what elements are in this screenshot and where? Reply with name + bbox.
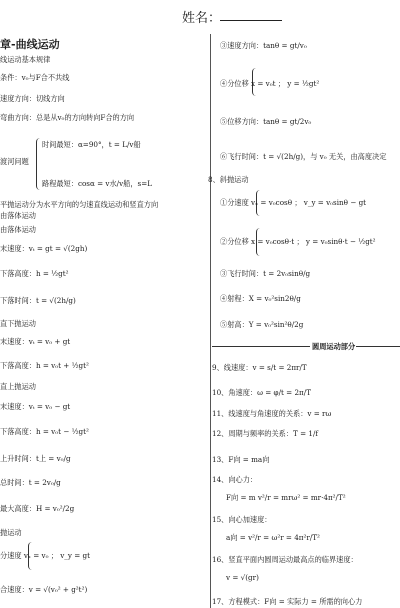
left-line-15: 下落高度：h = v₀t + ½gt² xyxy=(0,361,89,370)
right-line-5: ①分速度 vₓ = v₀cosθ ； v_y = v₀sinθ − gt xyxy=(220,198,367,207)
left-line-19: 上升时间：t上 = v₀/g xyxy=(0,454,71,463)
right-line-13: 11、线速度与角速度的关系：v = rω xyxy=(212,409,332,418)
right-line-0: ③速度方向：tanθ = gt/v₀ xyxy=(220,41,307,50)
right-line-4: 8、斜抛运动 xyxy=(208,175,249,184)
left-line-2: 速度方向：切线方向 xyxy=(0,94,65,103)
left-line-5: 渡河问题 xyxy=(0,157,29,166)
right-line-9: ⑤射高：Y = v₀²sin²θ/2g xyxy=(220,320,304,329)
left-line-18: 下落高度：h = v₀t − ½gt² xyxy=(0,427,89,436)
left-line-1: 条件：v₀与F合不共线 xyxy=(0,73,70,82)
right-line-21: v = √(gr) xyxy=(226,573,259,582)
right-line-22: 17、方程模式：F向 = 实际力 = 所需的向心力 xyxy=(212,597,363,606)
left-line-23: 分速度 vₓ = v₀ ； v_y = gt xyxy=(0,551,91,560)
right-line-20: 16、竖直平面内圆周运动最高点的临界速度： xyxy=(212,555,358,564)
left-line-11: 下落高度：h = ½gt² xyxy=(0,269,69,278)
chapter-title: 章-曲线运动 xyxy=(0,38,60,51)
right-line-18: 15、向心加速度： xyxy=(212,515,272,524)
left-line-21: 最大高度：H = v₀²/2g xyxy=(0,504,75,513)
river-crossing-brace xyxy=(36,138,41,190)
left-line-22: 抛运动 xyxy=(0,528,22,537)
circular-motion-section-title: 圆周运动部分 xyxy=(312,342,356,351)
right-line-19: a向 = v²/r = ω²r = 4π²r/T² xyxy=(226,533,320,542)
left-line-16: 直上抛运动 xyxy=(0,382,36,391)
section-rule-left xyxy=(212,346,310,347)
right-line-3: ⑥飞行时间：t = √(2h/g)，与 v₀ 无关，由高度决定 xyxy=(220,152,387,161)
right-line-16: 14、向心力： xyxy=(212,475,258,484)
right-line-6: ②分位移 x = v₀cosθ·t ； y = v₀sinθ·t − ½gt² xyxy=(220,237,376,246)
left-line-9: 由落体运动 xyxy=(0,225,36,234)
left-line-0: 线运动基本规律 xyxy=(0,55,51,64)
right-line-17: F向 = m v²/r = mrω² = mr·4π²/T² xyxy=(226,493,346,502)
right-line-11: 9、线速度：v = s/t = 2πr/T xyxy=(212,363,307,372)
left-line-24: 合速度：v = √(v₀² + g²t²) xyxy=(0,585,88,594)
right-line-2: ⑤位移方向：tanθ = gt/2v₀ xyxy=(220,117,312,126)
right-line-1: ④分位移 x = v₀t ； y = ½gt² xyxy=(220,79,320,88)
left-line-13: 直下抛运动 xyxy=(0,319,36,328)
left-line-10: 末速度：vₜ = gt = √(2gh) xyxy=(0,244,88,253)
name-label: 姓名： xyxy=(182,11,222,26)
right-line-12: 10、角速度：ω = φ/t = 2π/T xyxy=(212,388,311,397)
left-line-17: 末速度：vₜ = v₀ − gt xyxy=(0,402,71,411)
left-line-7: 平抛运动分为水平方向的匀速直线运动和竖直方向 xyxy=(0,200,159,209)
right-line-8: ④射程：X = v₀²sin2θ/g xyxy=(220,294,301,303)
right-line-14: 12、周期与频率的关系：T = 1/f xyxy=(212,429,319,438)
column-divider xyxy=(210,34,211,608)
left-line-6: 路程最短：cosα = v水/v船，s=L xyxy=(42,179,153,188)
right-line-7: ③飞行时间：t = 2v₀sinθ/g xyxy=(220,269,311,278)
name-underline xyxy=(220,20,282,21)
left-line-12: 下落时间：t = √(2h/g) xyxy=(0,296,76,305)
section-rule-right xyxy=(356,346,400,347)
right-line-15: 13、F向 = ma向 xyxy=(212,455,270,464)
left-line-4: 时间最短：α=90°，t = L/v船 xyxy=(42,140,141,149)
left-line-20: 总时间：t = 2v₀/g xyxy=(0,478,61,487)
left-line-14: 末速度：vₜ = v₀ + gt xyxy=(0,337,71,346)
left-line-8: 由落体运动 xyxy=(0,211,36,220)
left-line-3: 弯曲方向：总是从v₀的方向转向F合的方向 xyxy=(0,113,135,122)
